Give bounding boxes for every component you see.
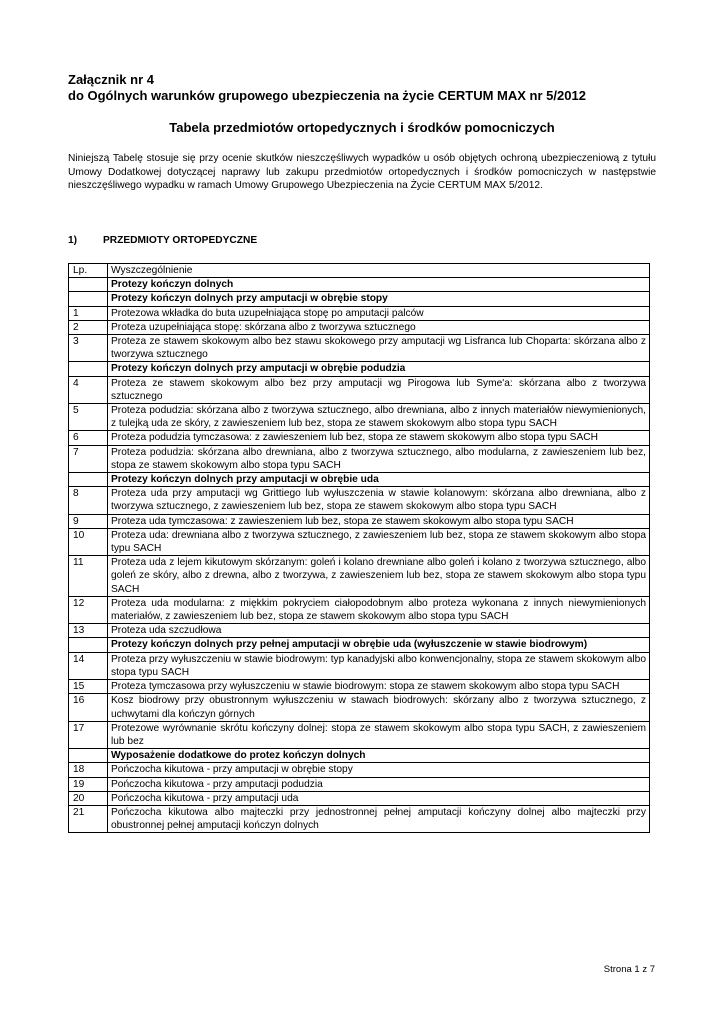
row-number: 18	[69, 763, 108, 777]
item-description: Proteza uda tymczasowa: z zawieszeniem lub bez, stopa ze stawem skokowym albo stopa typu SACH	[108, 514, 650, 528]
item-description: Proteza uda: drewniana albo z tworzywa sztucznego, z zawieszeniem lub bez, stopa ze stawem skokowym albo stopa typu SACH	[108, 528, 650, 555]
table-row	[69, 652, 650, 679]
row-number: 11	[69, 556, 108, 597]
row-number: 12	[69, 596, 108, 623]
row-number: 2	[69, 320, 108, 334]
table-row	[69, 694, 650, 721]
item-description: Proteza przy wyłuszczeniu w stawie biodrowym: typ kanadyjski albo konwencjonalny, stopa ze stawem skokowym albo stopa typu SACH	[108, 652, 650, 679]
row-number: 4	[69, 376, 108, 403]
table-row	[69, 335, 650, 362]
table-row	[69, 596, 650, 623]
row-number: 8	[69, 487, 108, 514]
table-row	[69, 791, 650, 805]
row-number: 7	[69, 445, 108, 472]
section-heading	[68, 235, 257, 246]
row-number: 21	[69, 805, 108, 832]
table-group-row	[69, 749, 650, 763]
row-number	[69, 749, 108, 763]
item-description: Proteza podudzia tymczasowa: z zawieszeniem lub bez, stopa ze stawem skokowym albo stopa typu SACH	[108, 431, 650, 445]
item-description: Proteza uda modularna: z miękkim pokryciem ciałopodobnym albo proteza wykonana z innych niewymienionych materiałów, z zawieszeniem lub bez, stopa ze stawem skokowym albo stopa typu SACH	[108, 596, 650, 623]
section-number: 1)	[68, 235, 78, 246]
row-number: 9	[69, 514, 108, 528]
table-row	[69, 445, 650, 472]
item-description: Proteza uda przy amputacji wg Grittiego lub wyłuszczenia w stawie kolanowym: skórzana albo drewniana, albo z tworzywa sztucznego, z zawieszeniem lub bez, stopa ze stawem skokowym albo stopa typu SACH	[108, 487, 650, 514]
row-number: 15	[69, 680, 108, 694]
item-description: Proteza uzupełniająca stopę: skórzana albo z tworzywa sztucznego	[108, 320, 650, 334]
row-number: 17	[69, 721, 108, 748]
table-row	[69, 376, 650, 403]
table-row	[69, 763, 650, 777]
page-number: Strona 1 z 7	[603, 964, 655, 975]
row-number	[69, 292, 108, 306]
table-row	[69, 514, 650, 528]
table-group-row	[69, 292, 650, 306]
group-title: Protezy kończyn dolnych	[108, 278, 650, 292]
item-description: Pończocha kikutowa - przy amputacji podudzia	[108, 777, 650, 791]
item-description: Proteza uda z lejem kikutowym skórzanym: goleń i kolano drewniane albo goleń i kolano z tworzywa sztucznego, albo goleń ze skóry, albo z drewna, albo z tworzywa, z zawieszeniem lub bez, stopa ze stawem skokowym albo stopa typu SACH	[108, 556, 650, 597]
table-row	[69, 777, 650, 791]
row-number	[69, 638, 108, 652]
group-title: Wyposażenie dodatkowe do protez kończyn dolnych	[108, 749, 650, 763]
item-description: Proteza uda szczudłowa	[108, 624, 650, 638]
table-title: Tabela przedmiotów ortopedycznych i środków pomocniczych	[169, 120, 555, 135]
table-row	[69, 528, 650, 555]
item-description: Proteza ze stawem skokowym albo bez przy amputacji wg Pirogowa lub Syme'a: skórzana albo z tworzywa sztucznego	[108, 376, 650, 403]
table-row	[69, 556, 650, 597]
table-group-row	[69, 278, 650, 292]
table-group-row	[69, 638, 650, 652]
document-heading	[68, 72, 586, 104]
row-number	[69, 278, 108, 292]
table-header-row	[69, 264, 650, 278]
table-group-row	[69, 473, 650, 487]
items-table	[68, 263, 650, 833]
table-row	[69, 431, 650, 445]
row-number: 13	[69, 624, 108, 638]
row-number: 10	[69, 528, 108, 555]
item-description: Pończocha kikutowa - przy amputacji uda	[108, 791, 650, 805]
item-description: Proteza ze stawem skokowym albo bez stawu skokowego przy amputacji wg Lisfranca lub Choparta: skórzana albo z tworzywa sztucznego	[108, 335, 650, 362]
table-row	[69, 320, 650, 334]
table-row	[69, 624, 650, 638]
item-description: Protezowe wyrównanie skrótu kończyny dolnej: stopa ze stawem skokowym albo stopa typu SACH, z zawieszeniem lub bez	[108, 721, 650, 748]
row-number: 16	[69, 694, 108, 721]
table-row	[69, 805, 650, 832]
column-header-lp: Lp.	[69, 264, 108, 278]
item-description: Proteza podudzia: skórzana albo z tworzywa sztucznego, albo drewniana, albo z innych materiałów niewymienionych, z tulejką uda ze skóry, z zawieszeniem lub bez, stopa ze stawem skokowym albo stopa typu SACH	[108, 404, 650, 431]
table-group-row	[69, 362, 650, 376]
row-number: 20	[69, 791, 108, 805]
row-number	[69, 473, 108, 487]
table-row	[69, 721, 650, 748]
row-number: 3	[69, 335, 108, 362]
group-title: Protezy kończyn dolnych przy amputacji w obrębie uda	[108, 473, 650, 487]
section-title: PRZEDMIOTY ORTOPEDYCZNE	[103, 235, 258, 246]
row-number: 19	[69, 777, 108, 791]
item-description: Kosz biodrowy przy obustronnym wyłuszczeniu w stawach biodrowych: skórzany albo z tworzywa sztucznego, z uchwytami dla kończyn górnych	[108, 694, 650, 721]
table-row	[69, 680, 650, 694]
item-description: Proteza tymczasowa przy wyłuszczeniu w stawie biodrowym: stopa ze stawem skokowym albo stopa typu SACH	[108, 680, 650, 694]
row-number	[69, 362, 108, 376]
column-header-description: Wyszczególnienie	[108, 264, 650, 278]
item-description: Protezowa wkładka do buta uzupełniająca stopę po amputacji palców	[108, 306, 650, 320]
annex-number: Załącznik nr 4	[68, 72, 154, 87]
item-description: Pończocha kikutowa - przy amputacji w obrębie stopy	[108, 763, 650, 777]
item-description: Proteza podudzia: skórzana albo drewniana, albo z tworzywa sztucznego, albo modularna, z zawieszeniem lub bez, stopa ze stawem skokowym albo stopa typu SACH	[108, 445, 650, 472]
group-title: Protezy kończyn dolnych przy amputacji w obrębie podudzia	[108, 362, 650, 376]
table-row	[69, 487, 650, 514]
row-number: 1	[69, 306, 108, 320]
group-title: Protezy kończyn dolnych przy amputacji w obrębie stopy	[108, 292, 650, 306]
annex-reference: do Ogólnych warunków grupowego ubezpieczenia na życie CERTUM MAX nr 5/2012	[68, 88, 586, 103]
table-row	[69, 306, 650, 320]
group-title: Protezy kończyn dolnych przy pełnej amputacji w obrębie uda (wyłuszczenie w stawie biodrowym)	[108, 638, 650, 652]
table-row	[69, 404, 650, 431]
row-number: 14	[69, 652, 108, 679]
item-description: Pończocha kikutowa albo majteczki przy jednostronnej pełnej amputacji kończyny dolnej albo majteczki przy obustronnej pełnej amputacji kończyn dolnych	[108, 805, 650, 832]
row-number: 6	[69, 431, 108, 445]
intro-paragraph: Niniejszą Tabelę stosuje się przy ocenie skutków nieszczęśliwych wypadków u osób objętych ochroną ubezpieczeniową z tytułu Umowy Dodatkowej dotyczącej naprawy lub zakupu przedmiotów ortopedycznych i środków pomocniczych w następstwie nieszczęśliwego wypadku w ramach Umowy Grupowego Ubezpieczenia na Życie CERTUM MAX 5/2012.	[68, 153, 656, 191]
row-number: 5	[69, 404, 108, 431]
